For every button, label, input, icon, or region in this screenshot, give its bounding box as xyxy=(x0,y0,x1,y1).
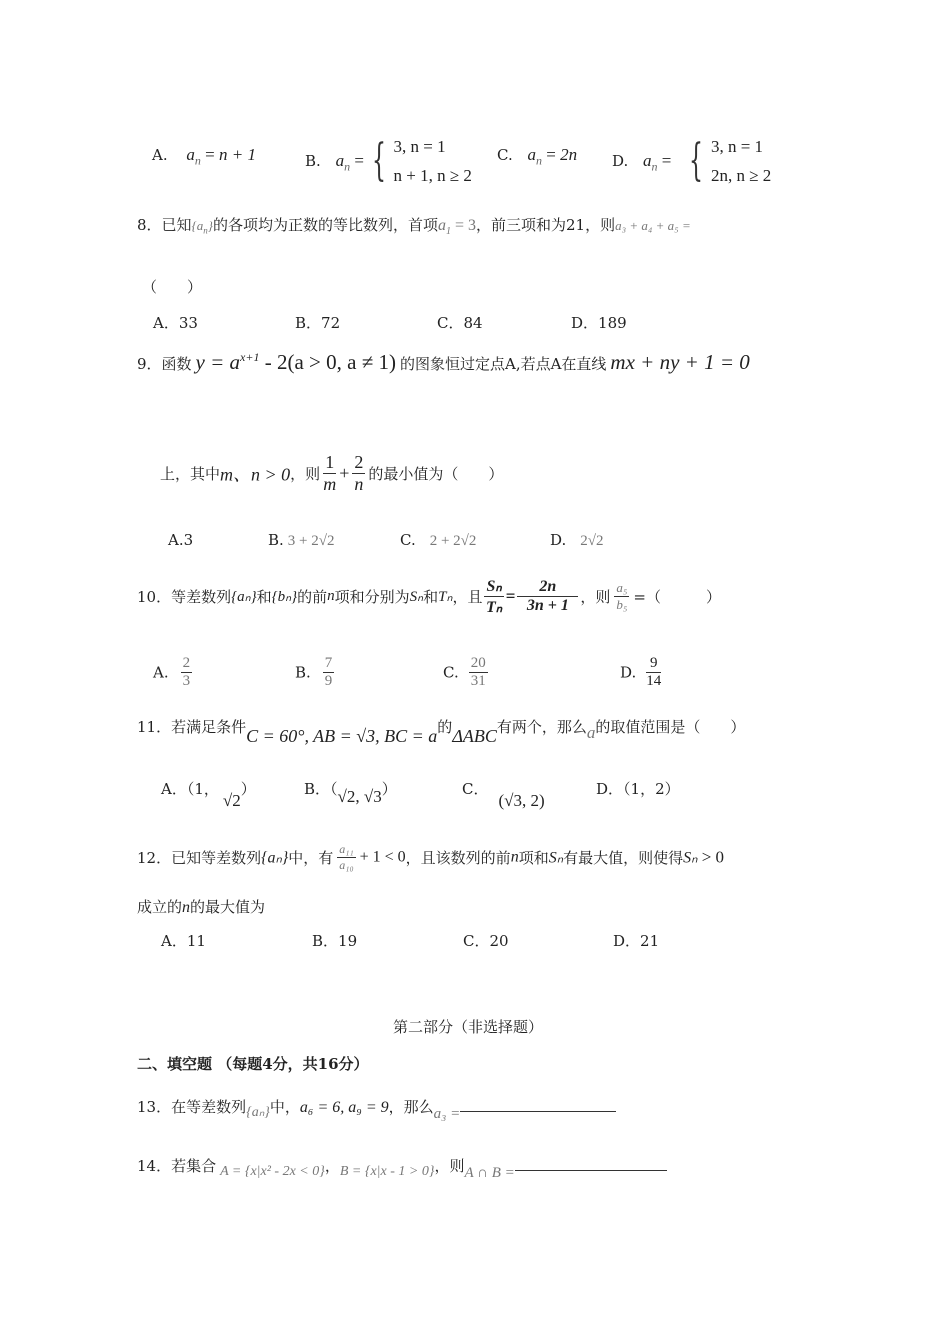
q7-option-d: D. $a_n$ = { 3, n = 1 2n, n ≥ 2 xyxy=(612,132,771,190)
q8-option-b: B．72 xyxy=(295,314,341,332)
q10-ask-fraction: $\frac{\text{a₅}}{\text{b₅}}$ xyxy=(616,580,628,612)
q9-option-d: D. 2√2 xyxy=(550,531,604,549)
q8-paren: （ ） xyxy=(142,278,203,296)
q11-option-c: C．(√3, 2) xyxy=(462,780,545,810)
q9-option-c: C. 2 + 2√2 xyxy=(400,531,477,549)
q11-condition: C = 60°, AB = √3, BC = a xyxy=(246,726,438,746)
q7-option-d-cases: 3, n = 1 2n, n ≥ 2 xyxy=(710,137,772,185)
q10-ratio-lhs: $\frac{\text{Sₙ}}{\text{Tₙ}}$ xyxy=(486,578,503,616)
q8-option-d: D．189 xyxy=(571,314,627,332)
q7-option-c: C. $a_n = 2n$ xyxy=(497,145,578,168)
q8-option-a: A．33 xyxy=(153,314,198,332)
q11-stem: 11．若满足条件C = 60°, AB = √3, BC = a的ΔABC有两个，那么a的取值范围是（ ） xyxy=(137,718,746,746)
q7-option-d-brace: { xyxy=(689,135,704,186)
q14-answer-blank[interactable] xyxy=(515,1170,667,1171)
q10-option-d: D. $\frac{9}{14}$ xyxy=(620,655,662,689)
q12-option-a: A．11 xyxy=(161,932,206,950)
q11-option-d: D．（1，2） xyxy=(596,780,680,798)
q7-option-d-label: D. xyxy=(612,152,629,170)
q9-option-a: A.3 xyxy=(168,531,194,549)
q9-fraction-1: $\frac{1}{m}$ xyxy=(323,452,337,494)
q7-option-c-label: C. xyxy=(497,146,513,164)
q12-option-d: D．21 xyxy=(613,932,660,950)
q11-triangle: ΔABC xyxy=(452,726,497,746)
q8-option-c: C．84 xyxy=(437,314,483,332)
q9-stem-line2: 上，其中m、n > 0，则 $\frac{1}{m}$ + $\frac{2}{n}$ 的最小值为（ ） xyxy=(160,452,504,494)
q13-stem: 13．在等差数列{aₙ}中，a₆ = 6, a₉ = 9，那么a₃ = xyxy=(137,1096,616,1117)
q9-condition: m、n > 0 xyxy=(220,464,291,485)
q10-stem: 10．等差数列{aₙ}和{bₙ}的前n项和分别为Sₙ和Tₙ，且 $\frac{\text{Sₙ}}{\text{Tₙ}}$ = $\frac{2n}{3n + 1}$ ，则 $\frac{\text{a₅}}{\text{b₅}}$ =（ ） xyxy=(137,578,721,616)
q12-option-c: C．20 xyxy=(463,932,509,950)
q11-option-a: A．（1，√2） xyxy=(161,780,256,810)
q7-option-a-math: $a_n = n + 1$ xyxy=(186,145,256,168)
part-two-heading: 第二部分（非选择题） xyxy=(393,1018,544,1036)
q7-option-b-cases: 3, n = 1 n + 1, n ≥ 2 xyxy=(393,137,472,185)
q11-option-b: B．（√2, √3） xyxy=(304,780,397,806)
q8-seq: $\{a_n\}$ xyxy=(191,218,213,236)
q7-option-a xyxy=(152,145,256,168)
section-heading: 二、填空题 （每题4分，共16分） xyxy=(137,1055,369,1073)
q13-answer-blank[interactable] xyxy=(460,1111,616,1112)
q8-stem: 8．已知$\{a_n\}$的各项均为正数的等比数列，首项$a_1 = 3$，前三项和为21，则a₃ + a₄ + a₅ = xyxy=(137,216,691,238)
q10-option-b: B. $\frac{7}{9}$ xyxy=(295,655,333,689)
q14-set-b: B = {x|x - 1 > 0} xyxy=(339,1164,435,1179)
q14-set-a: A = {x|x² - 2x < 0} xyxy=(220,1164,325,1179)
q9-option-b: B. 3 + 2√2 xyxy=(268,531,335,549)
q7-option-a-label: A. xyxy=(152,146,168,164)
q9-function: $y = a^{x+1} - 2(a > 0$, a ≠ 1) xyxy=(195,350,396,374)
q12-stem-line2: 成立的n的最大值为 xyxy=(137,898,266,916)
q12-stem: 12．已知等差数列{aₙ}中，有 $\frac{\text{a₁₁}}{\text{a₁₀}}$ + 1 < 0，且该数列的前n项和Sₙ有最大值，则使得Sₙ > 0 xyxy=(137,842,725,872)
q10-option-a: A. $\frac{2}{3}$ xyxy=(153,655,191,689)
q12-fraction: $\frac{\text{a₁₁}}{\text{a₁₀}}$ xyxy=(339,842,354,872)
q7-option-b: B. $a_n$ = { 3, n = 1 n + 1, n ≥ 2 xyxy=(305,132,472,190)
q9-line: mx + ny + 1 = 0 xyxy=(610,350,750,374)
q9-stem: 9．函数 $y = a^{x+1} - 2(a > 0$, a ≠ 1) 的图象恒过定点A,若点A在直线 mx + ny + 1 = 0 xyxy=(137,350,750,374)
q10-ratio-rhs: $\frac{2n}{3n + 1}$ xyxy=(517,578,578,615)
q14-stem: 14．若集合 A = {x|x² - 2x < 0}，B = {x|x - 1 > 0}，则A ∩ B = xyxy=(137,1155,667,1176)
q8-a1: $a_1 = 3$ xyxy=(437,217,476,238)
q12-option-b: B．19 xyxy=(312,932,358,950)
q8-sum: a₃ + a₄ + a₅ = xyxy=(615,218,691,233)
q13-condition: a₆ = 6, a₉ = 9 xyxy=(299,1099,389,1116)
q10-option-c: C. $\frac{20}{31}$ xyxy=(443,655,486,689)
q7-option-b-label: B. xyxy=(305,152,321,170)
q7-option-b-brace: { xyxy=(371,135,386,186)
q9-fraction-2: $\frac{2}{n}$ xyxy=(354,452,364,494)
